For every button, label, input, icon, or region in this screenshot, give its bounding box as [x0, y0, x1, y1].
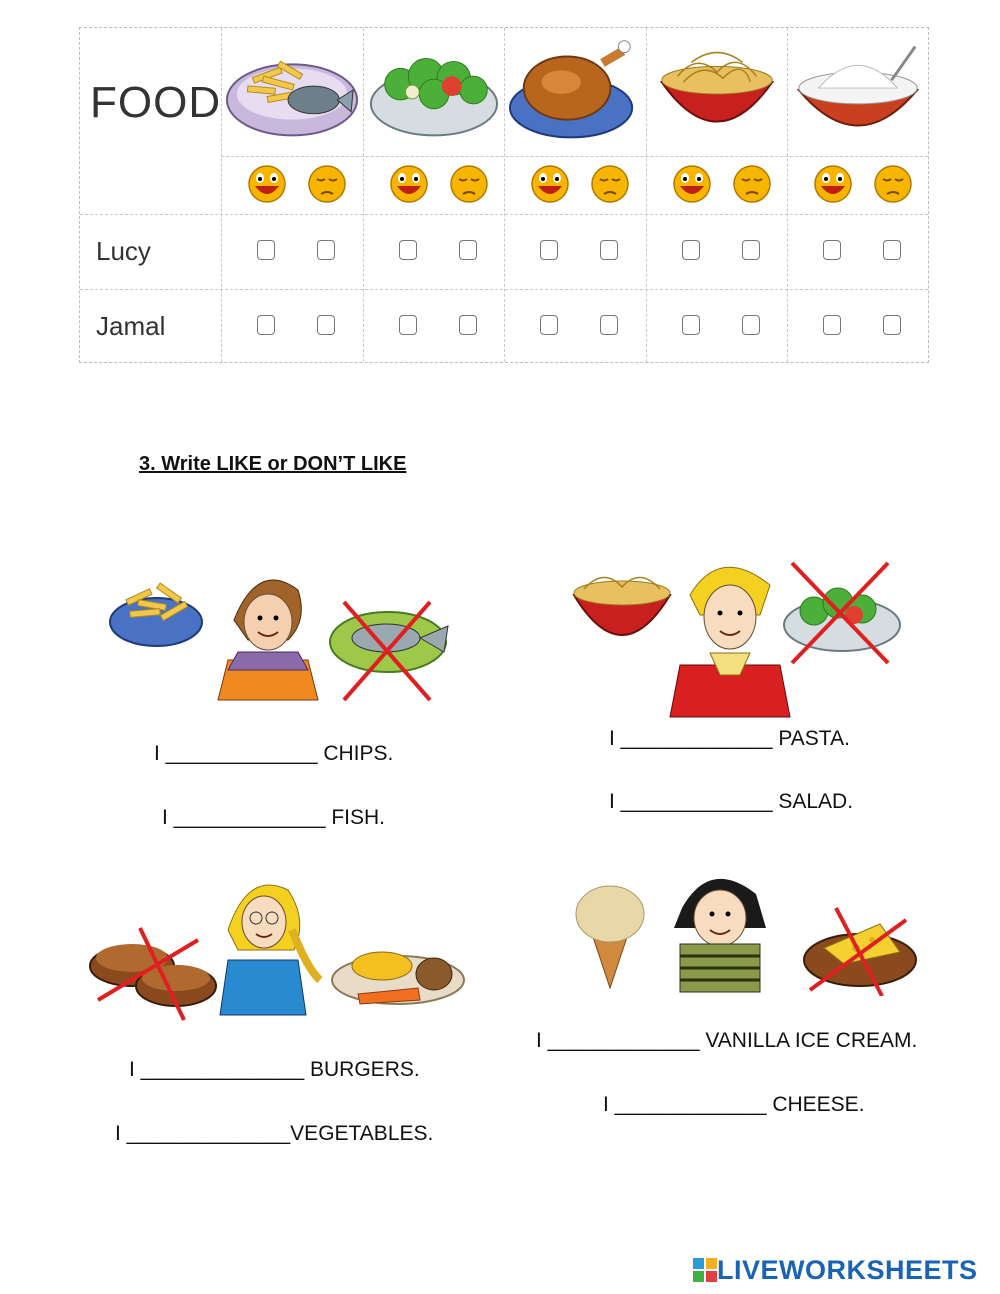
sentence-cheese[interactable]: I _____________ CHEESE. [603, 1093, 865, 1116]
liveworksheets-logo-icon [693, 1258, 717, 1282]
food-preference-table [79, 27, 929, 363]
checkbox-lucy-food1-like[interactable] [257, 240, 275, 260]
sentence-fish[interactable]: I _____________ FISH. [162, 806, 386, 829]
picture-burgers-girl-vegetables [88, 870, 468, 1030]
pasta-bowl-icon [574, 577, 670, 635]
checkbox-lucy-food4-like[interactable] [682, 240, 700, 260]
picture-icecream-girl-cheese [560, 868, 920, 996]
fish-plate-icon [330, 602, 448, 700]
sentence-chips[interactable]: I _____________ CHIPS. [154, 742, 394, 765]
chicken-icon [506, 32, 644, 152]
salad-plate-icon [784, 563, 900, 663]
sentence-burgers[interactable]: I ______________ BURGERS. [129, 1058, 420, 1081]
checkbox-lucy-food5-like[interactable] [823, 240, 841, 260]
happy-face-icon [530, 164, 570, 204]
checkbox-lucy-food2-like[interactable] [399, 240, 417, 260]
unhappy-face-icon [732, 164, 772, 204]
checkbox-jamal-food5-like[interactable] [823, 315, 841, 335]
row-label-lucy: Lucy [96, 236, 151, 266]
salad-icon [365, 32, 503, 152]
picture-chips-boy-fish [108, 560, 458, 705]
burgers-icon [90, 928, 216, 1020]
food-header-label: FOOD [90, 78, 222, 127]
checkbox-jamal-food4-like[interactable] [682, 315, 700, 335]
sentence-vanilla-ice-cream[interactable]: I _____________ VANILLA ICE CREAM. [536, 1029, 918, 1052]
happy-face-icon [389, 164, 429, 204]
checkbox-lucy-food4-dislike[interactable] [742, 240, 760, 260]
dark-hair-girl-icon [674, 879, 766, 992]
boy-icon [218, 580, 318, 700]
checkbox-lucy-food3-dislike[interactable] [600, 240, 618, 260]
logo-text: LIVEWORKSHEETS [717, 1254, 978, 1285]
checkbox-jamal-food4-dislike[interactable] [742, 315, 760, 335]
chips-bowl-icon [110, 583, 202, 646]
picture-pasta-boy-salad [570, 555, 910, 720]
happy-face-icon [813, 164, 853, 204]
sentence-vegetables[interactable]: I ______________VEGETABLES. [115, 1122, 434, 1145]
blond-boy-icon [670, 567, 790, 717]
unhappy-face-icon [307, 164, 347, 204]
sentence-pasta[interactable]: I _____________ PASTA. [609, 727, 850, 750]
checkbox-jamal-food3-dislike[interactable] [600, 315, 618, 335]
happy-face-icon [247, 164, 287, 204]
checkbox-jamal-food5-dislike[interactable] [883, 315, 901, 335]
unhappy-face-icon [449, 164, 489, 204]
chips-and-fish-icon [223, 32, 361, 152]
checkbox-jamal-food1-dislike[interactable] [317, 315, 335, 335]
pasta-icon [648, 32, 786, 152]
checkbox-lucy-food2-dislike[interactable] [459, 240, 477, 260]
liveworksheets-logo[interactable] [693, 1254, 978, 1286]
ice-cream-icon [576, 886, 644, 988]
unhappy-face-icon [590, 164, 630, 204]
row-label-jamal: Jamal [96, 311, 166, 341]
checkbox-lucy-food3-like[interactable] [540, 240, 558, 260]
cheese-board-icon [804, 908, 916, 996]
unhappy-face-icon [873, 164, 913, 204]
checkbox-jamal-food2-dislike[interactable] [459, 315, 477, 335]
sentence-salad[interactable]: I _____________ SALAD. [609, 790, 854, 813]
girl-icon [220, 885, 320, 1015]
exercise-title: 3. Write LIKE or DON’T LIKE [139, 453, 407, 475]
vegetables-plate-icon [332, 952, 464, 1004]
checkbox-jamal-food3-like[interactable] [540, 315, 558, 335]
happy-face-icon [672, 164, 712, 204]
checkbox-lucy-food5-dislike[interactable] [883, 240, 901, 260]
rice-icon [789, 32, 927, 152]
checkbox-lucy-food1-dislike[interactable] [317, 240, 335, 260]
checkbox-jamal-food1-like[interactable] [257, 315, 275, 335]
checkbox-jamal-food2-like[interactable] [399, 315, 417, 335]
